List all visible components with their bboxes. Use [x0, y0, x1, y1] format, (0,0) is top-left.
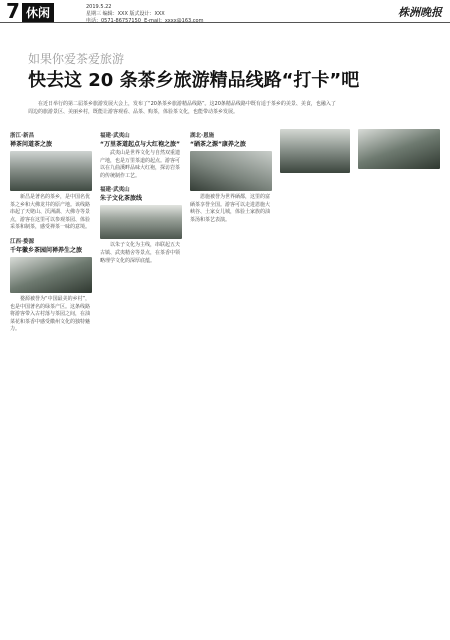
route-text: 婺源被誉为“中国最美的乡村”，也是中国著名的绿茶产区。这条线路将游客带入古村落与茶园之间，在油菜花和茶香中感受徽州文化的独特魅力。	[10, 295, 91, 333]
article-intro: 在近日举行的第二届茶乡旅游发展大会上，发布了“20条茶乡旅游精品线路”。这20条精品线路中既有适于茶乡的美景、美食，也融入了周边的旅游景区、美丽乡村，既能让游客观看、品茶、购茶，体验茶文化，也能带动茶乡发展。	[28, 101, 336, 115]
route-block	[10, 131, 92, 232]
column-2	[100, 126, 182, 265]
route-region: 福建·武夷山	[100, 187, 130, 194]
route-title: 禅茶问道茶之旅	[10, 141, 53, 148]
route-title: 朱子文化茶旅线	[100, 195, 143, 203]
route-text: 以朱子文化为主线，串联起五夫古镇、武夷精舍等景点，在茶香中领略理学文化的深厚底蕴。	[100, 242, 181, 264]
route-photo	[358, 129, 440, 169]
route-block	[100, 185, 182, 265]
newspaper-brand: 株洲晚报	[398, 6, 442, 19]
route-text: 新昌是著名的茶乡，是中国名优茶之乡和大佛龙井的原产地。该线路串起了天姥山、沃洲湖、大佛寺等景点，游客在这里可以参观茶园、体验采茶和制茶，感受禅茶一味的意境。	[10, 194, 91, 231]
route-title: “万里茶道起点与大红袍之旅”	[100, 141, 180, 148]
route-region: 福建·武夷山	[100, 133, 130, 139]
route-photo	[280, 129, 350, 173]
page-number: 7	[6, 0, 20, 23]
route-text: 恩施被誉为世界硒都，这里的富硒茶享誉全国。游客可以走进恩施大峡谷、土家女儿城，体验土家族的油茶汤和茶艺表演。	[190, 194, 271, 223]
article-title: 快去这 20 条茶乡旅游精品线路“打卡”吧	[28, 70, 360, 91]
route-region: 湖北·恩施	[190, 133, 215, 139]
route-block	[190, 131, 272, 224]
header-meta: 2019.5.22 星期三 编辑：XXX 版式设计：XXX 电话：0571-86757150 E-mail：xxxx@163.com	[86, 4, 204, 24]
column-5	[358, 126, 440, 172]
column-1	[10, 126, 92, 334]
route-region: 浙江·新昌	[10, 133, 35, 139]
route-block	[10, 237, 92, 334]
route-photo	[100, 205, 182, 239]
route-photo	[10, 151, 92, 191]
column-4	[280, 126, 350, 176]
route-text: 武夷山是世界文化与自然双重遗产地，也是万里茶道的起点。游客可以在九曲溪畔品味大红袍，探访岩茶的传统制作工艺。	[100, 150, 181, 179]
route-region: 江西·婺源	[10, 238, 35, 245]
column-3	[190, 126, 272, 224]
article-kicker: 如果你爱茶爱旅游	[28, 52, 125, 66]
route-photo	[190, 151, 272, 191]
route-photo	[10, 257, 92, 293]
route-title: “硒茶之源”康养之旅	[190, 141, 246, 148]
page-header	[0, 0, 450, 23]
route-block	[100, 131, 182, 180]
section-label: 休闲	[22, 3, 54, 22]
route-title: 千年徽乡茶园问禅养生之旅	[10, 246, 83, 254]
